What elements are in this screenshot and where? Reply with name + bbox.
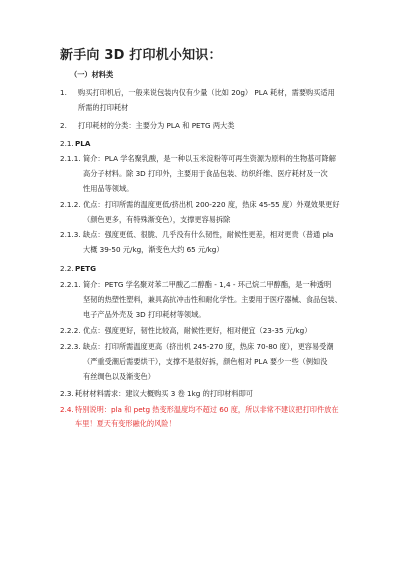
section-heading: （一）材料类 (70, 70, 114, 79)
item-number: 2.3. (60, 389, 74, 398)
item-text: 优点：打印所需的温度更低/挤出机 200-220 度，热床 45-55 度）外观效果更好 (83, 200, 340, 209)
item-text: 购买打印机后，一般来说包装内仅有少量（比如 20g） PLA 耗材，需要购买适用 (78, 88, 335, 97)
item-text-continued: 高分子材料。除 3D 打印外，主要用于食品包装、纺织纤维、医疗耗材及一次 (83, 169, 328, 178)
item-text-continued: 电子产品外壳及 3D 打印耗材等领域。 (83, 310, 206, 319)
item-number: 2.1.1. (60, 154, 81, 163)
item-number: 2.1.2. (60, 200, 81, 209)
item-text-continued: （颜色更多，有特殊渐变色），支撑更容易拆除 (83, 215, 231, 224)
item-number: 2. (60, 121, 67, 130)
item-number: 2.1.3. (60, 230, 81, 239)
item-text-continued: （严重受潮后需要烘干），支撑不是很好拆，颜色相对 PLA 要少一些（例如没 (83, 357, 328, 366)
item-number: 2.1. (60, 139, 74, 148)
item-text: 耗材材料需求：建议大概购买 3 卷 1kg 的打印材料即可 (75, 389, 253, 398)
item-text-continued: 坚韧的热塑性塑料，兼具高抗冲击性和耐化学性。主要用于医疗器械、食品包装、 (83, 295, 342, 304)
item-number: 2.2. (60, 264, 74, 273)
item-text: 简介：PLA 学名聚乳酸，是一种以玉米淀粉等可再生资源为原料的生物基可降解 (83, 154, 336, 163)
item-number: 2.2.2. (60, 326, 81, 335)
item-number: 2.2.1. (60, 280, 81, 289)
item-text-continued: 有丝绸色以及渐变色） (83, 372, 155, 381)
item-text: 缺点：打印所需温度更高（挤出机 245-270 度，热床 70-80 度），更容易受潮 (83, 342, 334, 351)
warning-text: 特别说明：pla 和 petg 热变形温度均不超过 60 度，所以非常不建议把打印件放在 (75, 405, 339, 414)
item-number: 1. (60, 88, 67, 97)
item-text: 缺点：强度更低、很脆、几乎没有什么韧性，耐候性更差，相对更贵（普通 pla (83, 230, 334, 239)
page-title: 新手向 3D 打印机小知识： (60, 48, 222, 63)
item-text: 打印耗材的分类：主要分为 PLA 和 PETG 两大类 (78, 121, 235, 130)
item-text-continued: 所需的打印耗材 (78, 103, 129, 112)
warning-text-continued: 车里！夏天有变形融化的风险！ (75, 419, 176, 428)
item-text-continued: 性用品等领域。 (83, 184, 134, 193)
subsection-heading: PETG (75, 264, 96, 273)
item-text: 简介：PETG 学名聚对苯二甲酸乙二醇酯 - 1,4 - 环己烷二甲醇酯，是一种透明 (83, 280, 332, 289)
item-text-continued: 大概 39-50 元/kg，渐变色大约 65 元/kg） (83, 245, 224, 254)
item-text: 优点：强度更好，韧性比较高，耐候性更好，相对便宜（23-35 元/kg） (83, 326, 312, 335)
item-number: 2.4. (60, 405, 74, 414)
subsection-heading: PLA (75, 139, 91, 148)
item-number: 2.2.3. (60, 342, 81, 351)
